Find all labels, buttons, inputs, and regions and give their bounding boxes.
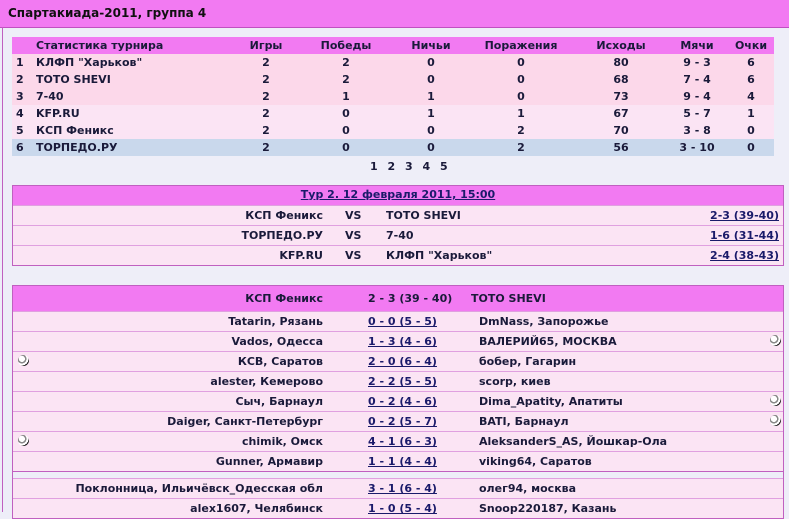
soccer-ball-icon xyxy=(770,415,781,426)
game-row xyxy=(13,331,783,351)
round-match-home[interactable]: KFP.RU xyxy=(279,249,323,262)
row-wins: 0 xyxy=(296,105,396,122)
pager-link-2[interactable]: 2 xyxy=(387,160,396,173)
row-team[interactable]: ТОРПЕДО.РУ xyxy=(36,139,236,156)
row-team[interactable]: 7-40 xyxy=(36,88,236,105)
row-points: 0 xyxy=(728,122,774,139)
game-score[interactable]: 1 - 0 (5 - 4) xyxy=(368,502,437,515)
row-losses: 0 xyxy=(466,54,576,71)
game-row xyxy=(13,431,783,451)
row-team[interactable]: KFP.RU xyxy=(36,105,236,122)
row-pos: 1 xyxy=(12,54,36,71)
table-row xyxy=(12,105,774,122)
page-title: Спартакиада-2011, группа 4 xyxy=(8,6,207,20)
game-away-player[interactable]: BATI, Барнаул xyxy=(479,415,569,428)
page-border xyxy=(2,27,3,512)
round-match-score[interactable]: 2-3 (39-40) xyxy=(710,209,779,222)
game-away-player[interactable]: Snoop220187, Казань xyxy=(479,502,617,515)
header-losses: Поражения xyxy=(466,37,576,54)
row-pos: 4 xyxy=(12,105,36,122)
row-pos: 3 xyxy=(12,88,36,105)
row-wins: 2 xyxy=(296,71,396,88)
game-home-player[interactable]: Tatarin, Рязань xyxy=(228,315,323,328)
round-match-away[interactable]: 7-40 xyxy=(386,229,414,242)
round-match-score[interactable]: 1-6 (31-44) xyxy=(710,229,779,242)
row-games: 2 xyxy=(236,54,296,71)
soccer-ball-icon xyxy=(770,335,781,346)
soccer-ball-icon xyxy=(770,395,781,406)
row-wins: 1 xyxy=(296,88,396,105)
row-team[interactable]: КЛФП "Харьков" xyxy=(36,54,236,71)
page-title-bar xyxy=(0,0,789,28)
round-pager xyxy=(370,160,451,173)
row-games: 2 xyxy=(236,71,296,88)
game-away-player[interactable]: Dima_Apatity, Апатиты xyxy=(479,395,623,408)
game-row xyxy=(13,451,783,471)
game-home-player[interactable]: Daiger, Санкт-Петербург xyxy=(167,415,323,428)
row-losses: 0 xyxy=(466,71,576,88)
standings-header-row xyxy=(12,37,774,54)
row-outcomes: 67 xyxy=(576,105,666,122)
round-match-score[interactable]: 2-4 (38-43) xyxy=(710,249,779,262)
table-row xyxy=(12,139,774,156)
row-games: 2 xyxy=(236,88,296,105)
row-outcomes: 56 xyxy=(576,139,666,156)
game-row xyxy=(13,311,783,331)
game-home-player[interactable]: alex1607, Челябинск xyxy=(190,502,323,515)
pager-link-5[interactable]: 5 xyxy=(440,160,448,173)
row-points: 6 xyxy=(728,54,774,71)
game-home-player[interactable]: chimik, Омск xyxy=(241,435,323,448)
match-home-team[interactable]: КСП Феникс xyxy=(245,292,323,305)
game-score[interactable]: 2 - 2 (5 - 5) xyxy=(368,375,437,388)
game-home-player[interactable]: Сыч, Барнаул xyxy=(235,395,323,408)
table-row xyxy=(12,122,774,139)
row-goals: 9 - 4 xyxy=(666,88,728,105)
round-match-home[interactable]: КСП Феникс xyxy=(245,209,323,222)
row-team[interactable]: TOTO SHEVI xyxy=(36,71,236,88)
row-losses: 2 xyxy=(466,122,576,139)
game-score[interactable]: 3 - 1 (6 - 4) xyxy=(368,482,437,495)
row-draws: 0 xyxy=(396,122,466,139)
game-away-player[interactable]: бобер, Гагарин xyxy=(479,355,577,368)
row-draws: 0 xyxy=(396,139,466,156)
row-goals: 3 - 10 xyxy=(666,139,728,156)
match-away-team[interactable]: TOTO SHEVI xyxy=(471,292,546,305)
row-goals: 9 - 3 xyxy=(666,54,728,71)
game-score[interactable]: 0 - 2 (5 - 7) xyxy=(368,415,437,428)
game-row xyxy=(13,391,783,411)
game-row xyxy=(13,371,783,391)
game-home-player[interactable]: alester, Кемерово xyxy=(210,375,323,388)
round-match-vs: VS xyxy=(345,229,362,242)
game-away-player[interactable]: олег94, москва xyxy=(479,482,577,495)
row-goals: 5 - 7 xyxy=(666,105,728,122)
header-wins: Победы xyxy=(296,37,396,54)
row-draws: 1 xyxy=(396,88,466,105)
header-draws: Ничьи xyxy=(396,37,466,54)
round-match-home[interactable]: ТОРПЕДО.РУ xyxy=(241,229,323,242)
game-score[interactable]: 0 - 0 (5 - 5) xyxy=(368,315,437,328)
row-games: 2 xyxy=(236,105,296,122)
game-row xyxy=(13,351,783,371)
row-points: 0 xyxy=(728,139,774,156)
pager-link-1[interactable]: 1 xyxy=(370,160,378,173)
row-outcomes: 73 xyxy=(576,88,666,105)
match-score: 2 - 3 (39 - 40) xyxy=(368,292,453,305)
row-goals: 7 - 4 xyxy=(666,71,728,88)
game-score[interactable]: 4 - 1 (6 - 3) xyxy=(368,435,437,448)
row-games: 2 xyxy=(236,139,296,156)
row-pos: 6 xyxy=(12,139,36,156)
round-match-row xyxy=(13,225,783,245)
game-home-player[interactable]: Поклонница, Ильичёвск_Одесская обл xyxy=(75,482,323,495)
table-row xyxy=(12,71,774,88)
round-match-away[interactable]: TOTO SHEVI xyxy=(386,209,461,222)
game-row xyxy=(13,411,783,431)
game-score[interactable]: 0 - 2 (4 - 6) xyxy=(368,395,437,408)
row-games: 2 xyxy=(236,122,296,139)
header-outcomes: Исходы xyxy=(576,37,666,54)
round-match-away[interactable]: КЛФП "Харьков" xyxy=(386,249,493,262)
header-points: Очки xyxy=(728,37,774,54)
game-away-player[interactable]: scorp, киев xyxy=(479,375,551,388)
row-draws: 0 xyxy=(396,54,466,71)
game-score[interactable]: 1 - 1 (4 - 4) xyxy=(368,455,437,468)
row-outcomes: 68 xyxy=(576,71,666,88)
match-detail-box xyxy=(12,285,784,519)
game-away-player[interactable]: DmNass, Запорожье xyxy=(479,315,609,328)
row-outcomes: 80 xyxy=(576,54,666,71)
row-losses: 1 xyxy=(466,105,576,122)
row-losses: 2 xyxy=(466,139,576,156)
round-box xyxy=(12,185,784,266)
row-points: 1 xyxy=(728,105,774,122)
game-away-player[interactable]: viking64, Саратов xyxy=(479,455,592,468)
row-draws: 1 xyxy=(396,105,466,122)
reserve-game-row xyxy=(13,478,783,498)
table-row xyxy=(12,88,774,105)
game-score[interactable]: 1 - 3 (4 - 6) xyxy=(368,335,437,348)
game-away-player[interactable]: AleksanderS_AS, Йошкар-Ола xyxy=(479,435,668,448)
game-home-player[interactable]: Vados, Одесса xyxy=(231,335,323,348)
standings-table xyxy=(12,37,774,156)
header-pos xyxy=(12,37,36,54)
row-pos: 5 xyxy=(12,122,36,139)
round-match-vs: VS xyxy=(345,209,362,222)
table-row xyxy=(12,54,774,71)
header-team: Статистика турнира xyxy=(36,37,236,54)
header-games: Игры xyxy=(236,37,296,54)
round-header xyxy=(13,186,783,205)
row-points: 6 xyxy=(728,71,774,88)
pager-link-3[interactable]: 3 xyxy=(405,160,413,173)
row-pos: 2 xyxy=(12,71,36,88)
pager-link-4[interactable]: 4 xyxy=(422,160,431,173)
row-goals: 3 - 8 xyxy=(666,122,728,139)
game-home-player[interactable]: КСВ, Саратов xyxy=(237,355,323,368)
row-wins: 0 xyxy=(296,122,396,139)
row-team[interactable]: КСП Феникс xyxy=(36,122,236,139)
round-title-link[interactable]: Тур 2. 12 февраля 2011, 15:00 xyxy=(300,188,496,201)
row-wins: 2 xyxy=(296,54,396,71)
game-away-player[interactable]: ВАЛЕРИЙ65, МОСКВА xyxy=(479,335,617,348)
row-wins: 0 xyxy=(296,139,396,156)
round-match-row xyxy=(13,245,783,265)
row-losses: 0 xyxy=(466,88,576,105)
match-detail-header xyxy=(13,286,783,311)
row-points: 4 xyxy=(728,88,774,105)
header-goals: Мячи xyxy=(666,37,728,54)
game-home-player[interactable]: Gunner, Армавир xyxy=(215,455,323,468)
row-outcomes: 70 xyxy=(576,122,666,139)
reserve-game-row xyxy=(13,498,783,518)
reserve-separator xyxy=(13,471,783,478)
round-match-row xyxy=(13,205,783,225)
round-match-vs: VS xyxy=(345,249,362,262)
row-draws: 0 xyxy=(396,71,466,88)
game-score[interactable]: 2 - 0 (6 - 4) xyxy=(368,355,437,368)
